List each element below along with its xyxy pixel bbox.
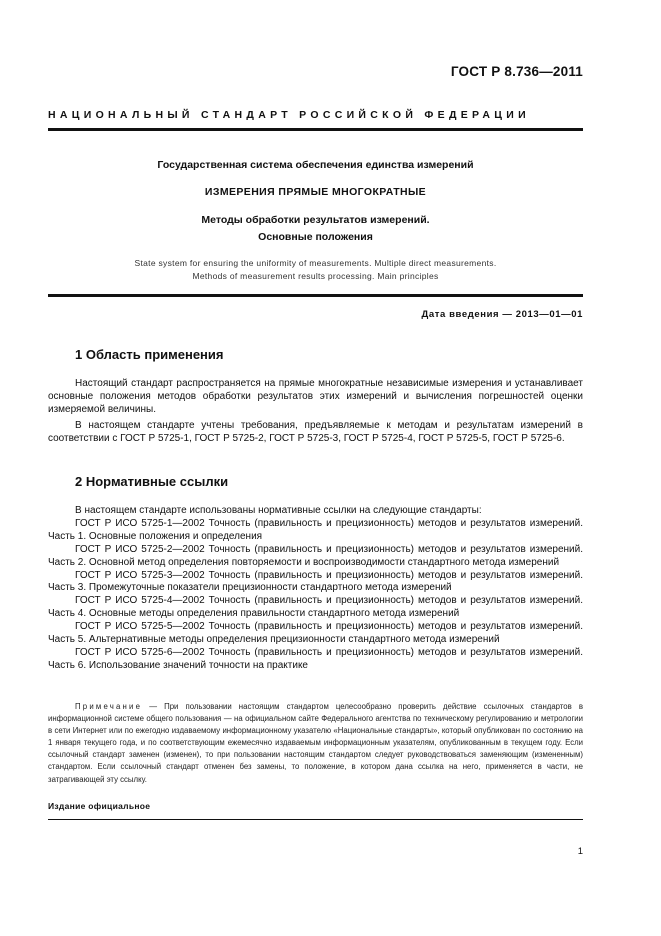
section2-heading: 2 Нормативные ссылки [75,474,229,489]
note-label: Примечание [75,702,143,711]
refs-intro: В настоящем стандарте использованы нормативные ссылки на следующие стандарты: [75,505,482,516]
reference-item: ГОСТ Р ИСО 5725-4—2002 Точность (правильность и прецизионность) методов и результатов измерений. Часть 4. Основные методы определения правильности стандартного метода измерений [48,595,583,620]
title-main: ИЗМЕРЕНИЯ ПРЯМЫЕ МНОГОКРАТНЫЕ [204,186,427,198]
reference-item: ГОСТ Р ИСО 5725-6—2002 Точность (правильность и прецизионность) методов и результатов измерений. Часть 6. Использование значений точности на практике [48,646,583,671]
normative-refs [48,505,583,673]
national-standard-heading: НАЦИОНАЛЬНЫЙ СТАНДАРТ РОССИЙСКОЙ ФЕДЕРАЦИИ [48,109,530,121]
section1-heading: 1 Область применения [75,347,224,362]
reference-item: ГОСТ Р ИСО 5725-2—2002 Точность (правильность и прецизионность) методов и результатов измерений. Часть 2. Основной метод определения повторяемости и воспроизводимости стандартного метода измерений [48,543,583,568]
reference-item: ГОСТ Р ИСО 5725-5—2002 Точность (правильность и прецизионность) методов и результатов измерений. Часть 5. Альтернативные методы определения прецизионности стандартного метода измерений [48,621,583,646]
introduction-date: Дата введения — 2013—01—01 [421,309,583,320]
title-sub-line1: Методы обработки результатов измерений. [201,214,430,226]
reference-item: ГОСТ Р ИСО 5725-1—2002 Точность (правильность и прецизионность) методов и результатов измерений. Часть 1. Основные положения и определения [48,517,583,542]
reference-item: ГОСТ Р ИСО 5725-3—2002 Точность (правильность и прецизионность) методов и результатов измерений. Часть 3. Промежуточные показатели прецизионности стандартного метода измерений [48,569,583,594]
edition-label: Издание официальное [48,801,151,811]
section1-paragraph-1: Настоящий стандарт распространяется на прямые многократные независимые измерения и устанавливает основные положения методов обработки результатов этих измерений и вычисления погрешностей оценки измеряемой величины. [48,378,583,415]
title-en-line2: Methods of measurement results processing. Main principles [192,271,439,281]
footer-rule [48,819,583,820]
header-rule [48,128,583,131]
title-en-line1: State system for ensuring the uniformity of measurements. Multiple direct measurements. [134,258,497,268]
title-system: Государственная система обеспечения единства измерений [157,159,474,171]
section1-paragraph-2: В настоящем стандарте учтены требования, предъявляемые к методам и результатам измерений в соответствии с ГОСТ Р 5725-1, ГОСТ Р 5725-2, ГОСТ Р 5725-3, ГОСТ Р 5725-4, ГОСТ Р 5725-5, ГОСТ Р 5725-6. [48,420,583,444]
title-sub-line2: Основные положения [258,231,373,243]
title-rule [48,294,583,297]
standard-number: ГОСТ Р 8.736—2011 [450,64,583,79]
note-text: — При пользовании настоящим стандартом целесообразно проверить действие ссылочных стандартов в информационной системе общего пользования — на официальном сайте Федерального агентства по техническому регулированию и метрологии в сети Интернет или по ежегодно издаваемому информационному указателю «Национальные стандарты», который опубликован по состоянию на 1 января текущего года, и по соответствующим ежемесячно издаваемым информационным указателям, опубликованным в текущем году. Если ссылочный стандарт заменен (изменен), то при пользовании настоящим стандартом следует руководствоваться заменяющим (измененным) стандартом. Если ссылочный стандарт отменен без замены, то положение, в котором дана ссылка на него, применяется в части, не затрагивающей эту ссылку. [48,702,584,784]
page-number: 1 [577,846,583,857]
note [48,701,583,786]
